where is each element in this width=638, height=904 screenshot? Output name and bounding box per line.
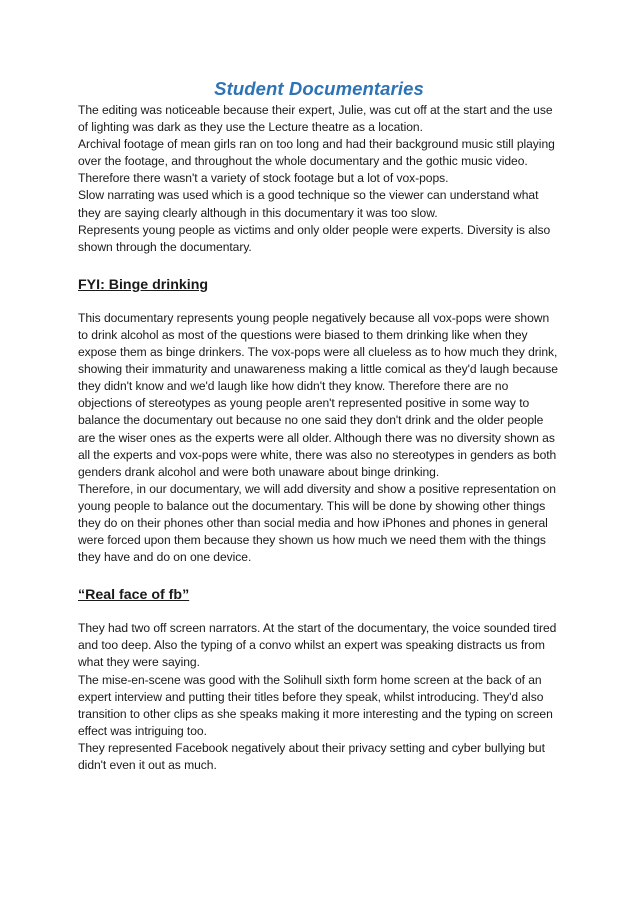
intro-section <box>78 102 560 256</box>
intro-paragraph-archival: Archival footage of mean girls ran on too long and had their background music still playing over the footage, and throughout the whole documentary and the gothic music video. <box>78 137 555 169</box>
binge-paragraph-1: This documentary represents young people negatively because all vox-pops were shown to drink alcohol as most of the questions were biased to them drinking like when they expose them as binge drinkers. The vox-pops were all clueless as to how much they drink, showing their immaturity and unawareness making a little comical as they'd laugh because they didn't know and we'd laugh like how didn't they know. Therefore there are no objections of stereotypes as young people aren't represented positive in some way to balance the documentary out because no one said they don't drink and the older people are the wiser ones as the experts were all older. Although there was no diversity shown as all the experts and vox-pops were white, there was also no stereotypes in genders as both genders drank alcohol and were both unaware about binge drinking. <box>78 310 558 479</box>
section-real-face-of-fb <box>78 620 560 774</box>
section-heading-binge-drinking: FYI: Binge drinking <box>78 276 209 293</box>
document-page <box>78 78 560 774</box>
fb-paragraph-2: The mise-en-scene was good with the Solihull sixth form home screen at the back of an expert interview and putting their titles before they speak, whilst introducing. They'd also transition to other clips as she speaks making it more interesting and the typing on screen effect was intriguing too. <box>78 672 553 738</box>
fb-paragraph-3: They represented Facebook negatively about their privacy setting and cyber bullying but didn't even it out as much. <box>78 740 545 772</box>
intro-paragraph-editing: The editing was noticeable because their expert, Julie, was cut off at the start and the use of lighting was dark as they use the Lecture theatre as a location. <box>78 103 553 135</box>
intro-paragraph-represents: Represents young people as victims and only older people were experts. Diversity is also shown through the documentary. <box>78 222 551 254</box>
fb-paragraph-1: They had two off screen narrators. At the start of the documentary, the voice sounded tired and too deep. Also the typing of a convo whilst an expert was speaking distracts us from what they were saying. <box>78 621 557 670</box>
intro-paragraph-narrating: Slow narrating was used which is a good technique so the viewer can understand what they are saying clearly although in this documentary it was too slow. <box>78 188 539 220</box>
intro-paragraph-stock: Therefore there wasn't a variety of stock footage but a lot of vox-pops. <box>78 171 449 186</box>
binge-paragraph-2: Therefore, in our documentary, we will add diversity and show a positive representation on young people to balance out the documentary. This will be done by showing other things they do on their phones other than social media and how iPhones and phones in general were forced upon them because they shown us how much we need them with the things they have and do on one device. <box>78 481 556 565</box>
section-heading-real-face-of-fb: “Real face of fb” <box>78 587 190 604</box>
document-title: Student Documentaries <box>214 78 424 99</box>
section-binge-drinking <box>78 310 560 566</box>
